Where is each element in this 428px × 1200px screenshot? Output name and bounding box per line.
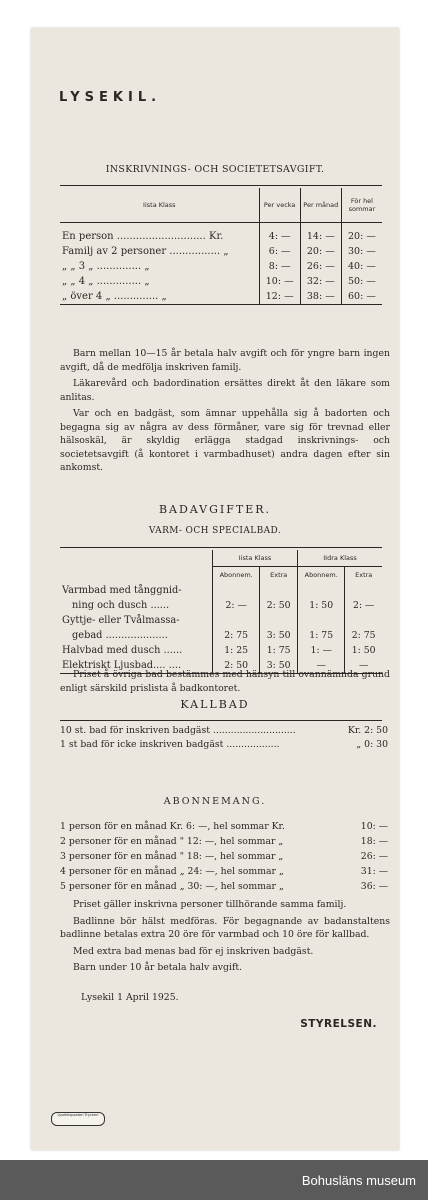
- abonnemang-price: 36: —: [360, 881, 388, 892]
- header-summer: För hel sommar: [341, 188, 382, 223]
- table-row: [60, 583, 382, 598]
- kallbad-line: [60, 738, 388, 752]
- badavgifter-note: [60, 668, 390, 698]
- cell: 2: 50: [260, 598, 298, 613]
- header-class-2: IIdra Klass: [298, 550, 382, 567]
- cell-summer: 60: —: [341, 289, 382, 305]
- paragraph: Med extra bad menas bad för ej inskriven badgäst.: [73, 945, 314, 957]
- abonnemang-price: 10: —: [360, 821, 388, 832]
- abonnemang-line: [60, 880, 388, 894]
- paragraph: Barn under 10 år betala halv avgift.: [73, 962, 243, 973]
- paragraph: Barn mellan 10—15 år betala halv avgift och för yngre barn ingen avgift, då de medfölja inskriven familj.: [60, 348, 390, 373]
- header-extra: Extra: [260, 567, 298, 584]
- table-row: [60, 628, 382, 643]
- cell: [260, 613, 298, 628]
- museum-label: Bohusläns museum: [301, 1173, 416, 1188]
- abonnemang-text: 5 personer för en månad „ 30: —, hel sommar „: [60, 881, 284, 892]
- row-label: ning och dusch ......: [72, 600, 170, 611]
- abonnemang-text: 2 personer för en månad " 12: —, hel sommar „: [60, 836, 284, 847]
- inskrivning-table: [60, 188, 382, 305]
- abonnemang-price: 18: —: [360, 836, 388, 847]
- table-row: [60, 274, 382, 289]
- paragraph: Priset å övriga bad bestämmes med hänsyn till ovannämnda grund enligt särskild prislista å badkontoret.: [60, 669, 390, 694]
- row-label: „ „ 3 „ ..............: [62, 261, 142, 272]
- rule-top-3: [60, 720, 382, 721]
- abonnemang-line: [60, 850, 388, 864]
- row-unit: „: [144, 276, 150, 287]
- table-row: [60, 643, 382, 658]
- paragraph: Var och en badgäst, som ämnar uppehålla sig å badorten och begagna sig av några av dess förmåner, vare sig för trevnad eller hälsoskäl, är skyldig erlägga stadgad inskrivnings- och societetsavgift (å kontoret i varmbadhuset) andra dagen efter sin ankomst.: [60, 408, 390, 473]
- cell-summer: 30: —: [341, 244, 382, 259]
- row-label: En person ............................: [62, 231, 206, 242]
- table-row: [60, 289, 382, 305]
- cell: 1: —: [298, 643, 345, 658]
- inskrivning-notes: [60, 347, 390, 478]
- row-label: „ „ 4 „ ..............: [62, 276, 142, 287]
- section-title-abonnemang: ABONNEMANG.: [163, 796, 267, 807]
- header-abonnem: Abonnem.: [213, 567, 260, 584]
- row-unit: Kr.: [208, 231, 224, 242]
- abonnemang-text: 1 person för en månad Kr. 6: —, hel sommar Kr.: [60, 821, 285, 832]
- cell-week: 4: —: [259, 223, 300, 245]
- row-unit: „: [144, 261, 150, 272]
- cell: 1: 75: [260, 643, 298, 658]
- paragraph: Läkarevård och badordination ersättes direkt åt den läkare som anlitas.: [60, 378, 390, 403]
- header-month: Per månad: [300, 188, 341, 223]
- cell: [298, 613, 345, 628]
- row-label: Elektriskt Ljusbad.... ....: [60, 658, 213, 674]
- signature: STYRELSEN.: [300, 1018, 377, 1030]
- cell: [213, 613, 260, 628]
- header-abonnem: Abonnem.: [298, 567, 345, 584]
- cell-week: 10: —: [259, 274, 300, 289]
- cell: [213, 583, 260, 598]
- section-subtitle-varmbad: VARM- OCH SPECIALBAD.: [148, 526, 282, 536]
- cell-summer: 50: —: [341, 274, 382, 289]
- table-row: [60, 613, 382, 628]
- cell: [260, 583, 298, 598]
- table-row: [60, 223, 382, 245]
- town-heading: LYSEKIL.: [59, 90, 162, 105]
- cell: —: [298, 658, 345, 674]
- header-week: Per vecka: [259, 188, 300, 223]
- abonnemang-notes: [60, 898, 390, 978]
- abonnemang-line: [60, 865, 388, 879]
- table-row: [60, 259, 382, 274]
- cell: 2: 50: [213, 658, 260, 674]
- rule-top-2: [60, 547, 382, 548]
- cell-month: 14: —: [300, 223, 341, 245]
- row-label: Varmbad med tånggnid-: [62, 585, 182, 596]
- table-row: [60, 598, 382, 613]
- abonnemang-line: [60, 820, 388, 834]
- abonnemang-price: 26: —: [360, 851, 388, 862]
- cell: 3: 50: [260, 628, 298, 643]
- header-class: Iista Klass: [143, 201, 176, 209]
- row-label: Gyttje- eller Tvålmassa-: [62, 615, 180, 626]
- abonnemang-text: 4 personer för en månad „ 24: —, hel sommar „: [60, 866, 284, 877]
- header-extra: Extra: [345, 567, 382, 584]
- row-label: „ över 4 „ ..............: [62, 291, 159, 302]
- cell-month: 20: —: [300, 244, 341, 259]
- badavgifter-table: [60, 550, 382, 674]
- section-title-badavgifter: BADAVGIFTER.: [158, 503, 272, 516]
- table-row: [60, 244, 382, 259]
- abonnemang-line: [60, 835, 388, 849]
- abonnemang-text: 3 personer för en månad " 18: —, hel sommar „: [60, 851, 284, 862]
- cell-summer: 40: —: [341, 259, 382, 274]
- row-label: gebad ....................: [72, 630, 168, 641]
- cell: 2: —: [213, 598, 260, 613]
- row-unit: „: [161, 291, 167, 302]
- kallbad-price: „ 0: 30: [356, 739, 388, 750]
- kallbad-line: [60, 724, 388, 738]
- cell: [345, 583, 382, 598]
- kallbad-text: 1 st bad för icke inskriven badgäst ..................: [60, 739, 280, 750]
- row-label: Familj av 2 personer ................: [62, 246, 221, 257]
- document-sheet: [31, 28, 399, 1150]
- cell-month: 38: —: [300, 289, 341, 305]
- cell-month: 26: —: [300, 259, 341, 274]
- cell: 2: 75: [345, 628, 382, 643]
- kallbad-text: 10 st. bad för inskriven badgäst ............................: [60, 725, 296, 736]
- cell-month: 32: —: [300, 274, 341, 289]
- section-title-kallbad: KALLBAD: [180, 698, 250, 711]
- cell: 2: 75: [213, 628, 260, 643]
- paragraph: Priset gäller inskrivna personer tillhörande samma familj.: [73, 899, 347, 910]
- cell: —: [345, 658, 382, 674]
- cell: 1: 50: [298, 598, 345, 613]
- cell-week: 12: —: [259, 289, 300, 305]
- kallbad-price: Kr. 2: 50: [347, 725, 388, 736]
- abonnemang-price: 31: —: [360, 866, 388, 877]
- cell-week: 6: —: [259, 244, 300, 259]
- rule-top-1: [60, 185, 382, 186]
- row-label: Halvbad med dusch ......: [62, 645, 183, 656]
- issue-date: Lysekil 1 April 1925.: [81, 992, 179, 1003]
- printer-stamp: Lysekilsposten Tryckeri: [51, 1112, 105, 1126]
- cell: [298, 583, 345, 598]
- cell-summer: 20: —: [341, 223, 382, 245]
- cell-week: 8: —: [259, 259, 300, 274]
- cell: [345, 613, 382, 628]
- row-unit: „: [223, 246, 229, 257]
- paragraph: Badlinne bör hälst medföras. För begagnande av badanstaltens badlinne betalas extra 20 öre för varmbad och 10 öre för kallbad.: [60, 915, 390, 940]
- cell: 2: —: [345, 598, 382, 613]
- header-class-1: Iista Klass: [213, 550, 298, 567]
- section-title-inskrivning: INSKRIVNINGS- OCH SOCIETETSAVGIFT.: [105, 164, 325, 175]
- cell: 1: 75: [298, 628, 345, 643]
- cell: 1: 50: [345, 643, 382, 658]
- cell: 1: 25: [213, 643, 260, 658]
- cell: 3: 50: [260, 658, 298, 674]
